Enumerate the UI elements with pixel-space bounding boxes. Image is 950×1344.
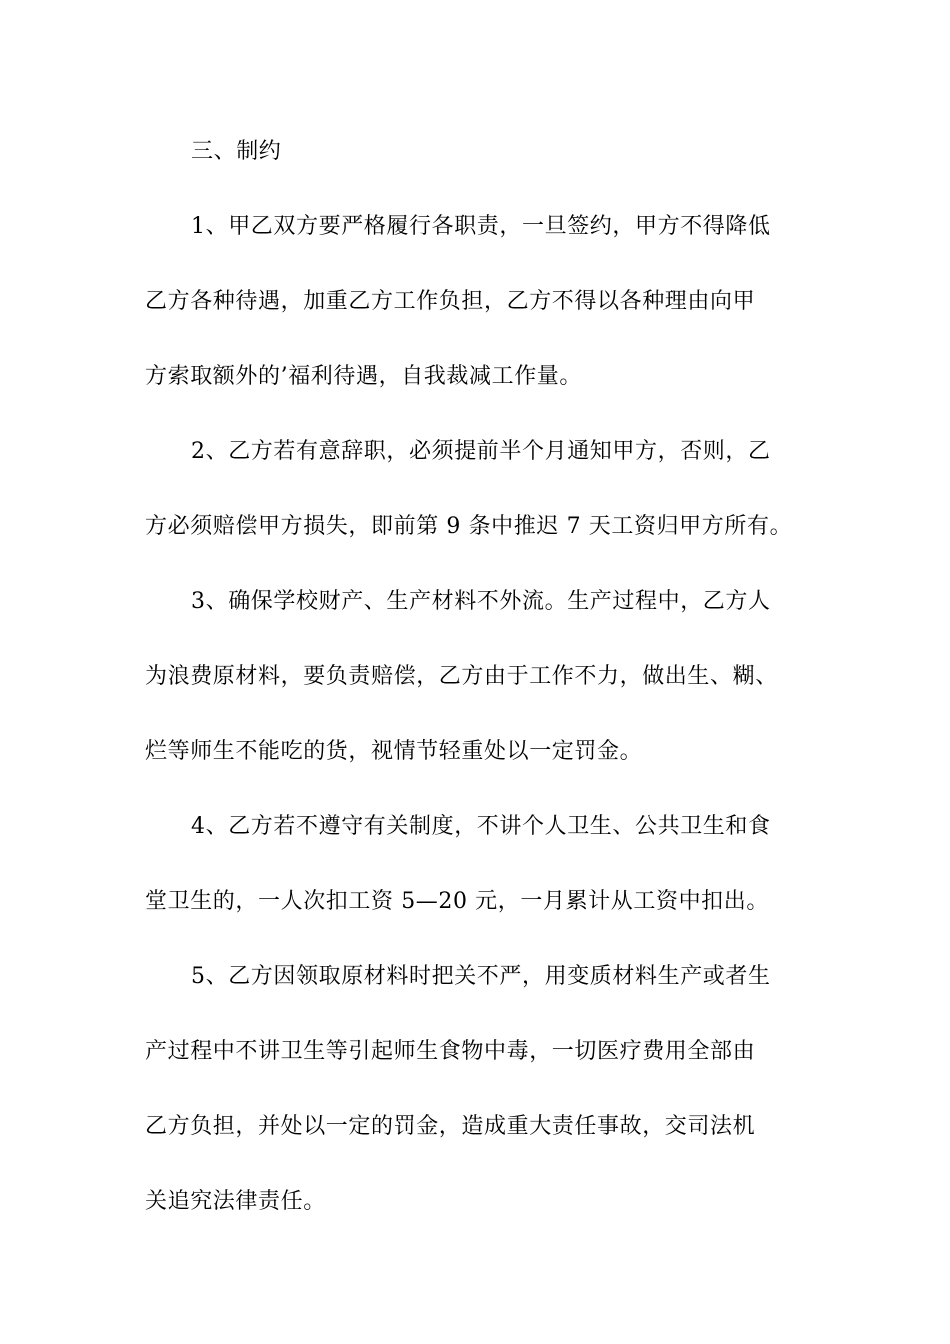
paragraph-line: 关追究法律责任。 <box>145 1189 326 1214</box>
paragraph-line: 5、乙方因领取原材料时把关不严，用变质材料生产或者生 <box>191 964 771 989</box>
paragraph-line: 产过程中不讲卫生等引起师生食物中毒，一切医疗费用全部由 <box>145 1039 756 1064</box>
section-heading: 三、制约 <box>191 139 282 164</box>
paragraph-line: 1、甲乙双方要严格履行各职责，一旦签约，甲方不得降低 <box>191 214 771 239</box>
paragraph-line: 4、乙方若不遵守有关制度，不讲个人卫生、公共卫生和食 <box>191 814 771 839</box>
paragraph-line: 2、乙方若有意辞职，必须提前半个月通知甲方，否则，乙 <box>191 439 771 464</box>
paragraph-line: 方必须赔偿甲方损失，即前第 9 条中推迟 7 天工资归甲方所有。 <box>145 514 793 539</box>
paragraph-line: 为浪费原材料，要负责赔偿，乙方由于工作不力，做出生、糊、 <box>145 664 778 689</box>
paragraph-line: 烂等师生不能吃的货，视情节轻重处以一定罚金。 <box>145 739 643 764</box>
paragraph-line: 3、确保学校财产、生产材料不外流。生产过程中，乙方人 <box>191 589 771 614</box>
paragraph-line: 乙方各种待遇，加重乙方工作负担，乙方不得以各种理由向甲 <box>145 289 756 314</box>
paragraph-line: 方索取额外的’福利待遇，自我裁减工作量。 <box>145 364 582 389</box>
paragraph-line: 堂卫生的，一人次扣工资 5—20 元，一月累计从工资中扣出。 <box>145 889 769 914</box>
paragraph-line: 乙方负担，并处以一定的罚金，造成重大责任事故，交司法机 <box>145 1114 756 1139</box>
